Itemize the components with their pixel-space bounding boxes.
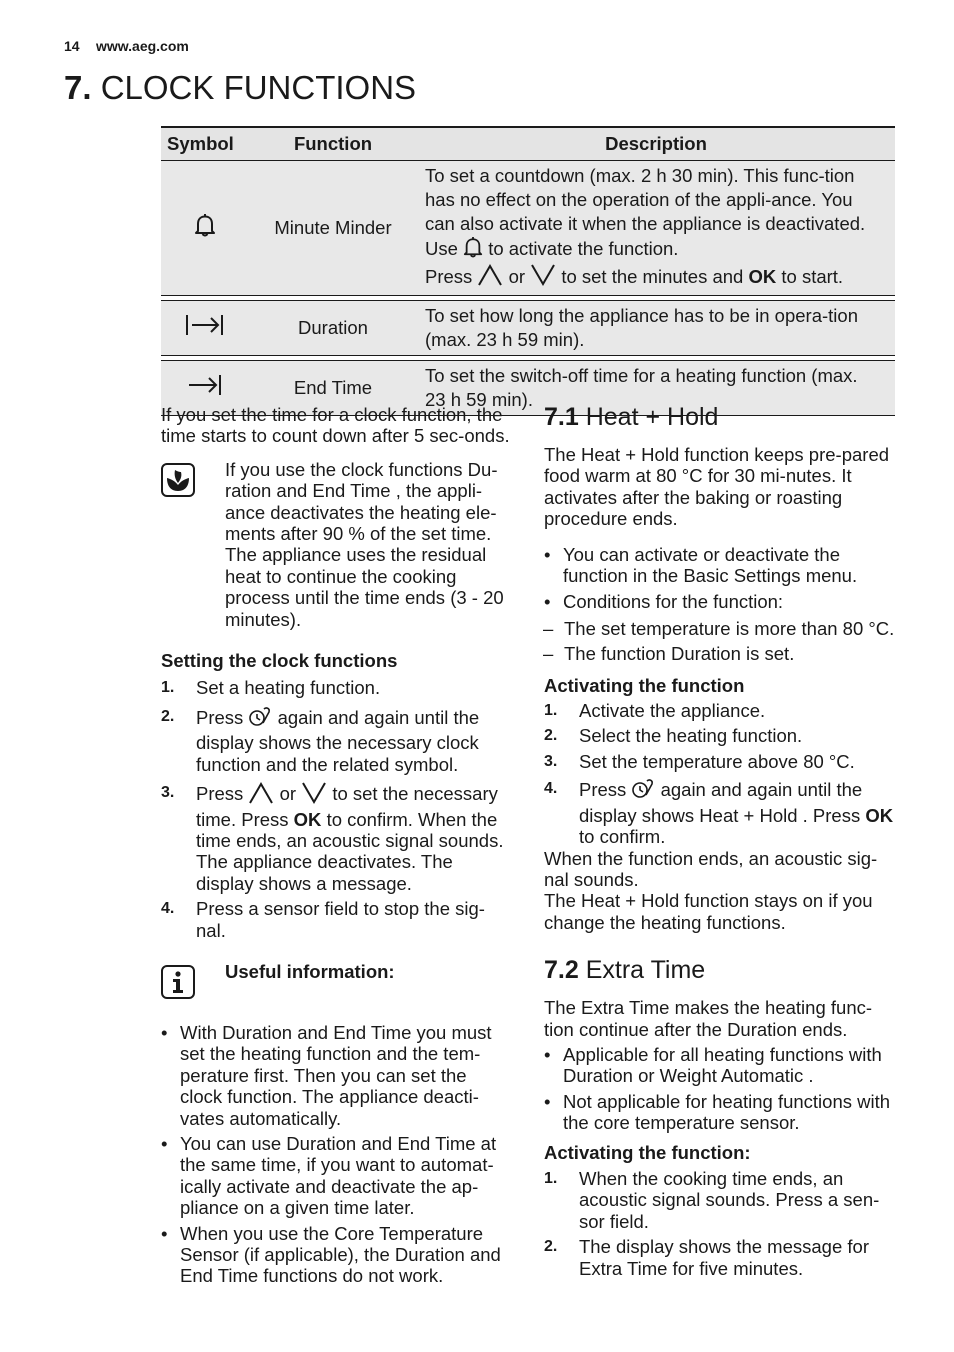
list-item bbox=[161, 898, 513, 941]
extra-time-bullets bbox=[544, 1044, 900, 1134]
step-number: 2. bbox=[161, 707, 175, 725]
clock-function-button-icon bbox=[631, 778, 655, 804]
function-ends-text: When the function ends, an acoustic sig-nal sounds. bbox=[544, 847, 878, 890]
list-item: • You can activate or deactivate the function in the Basic Settings menu. bbox=[544, 544, 900, 587]
description-text: or bbox=[508, 265, 526, 287]
step-number: 1. bbox=[544, 702, 558, 720]
list-item bbox=[544, 725, 900, 746]
step-number: 1. bbox=[161, 679, 175, 697]
heat-hold-intro: The Heat + Hold function keeps pre-pared food warm at 80 °C for 30 mi-nutes. It activates after the baking or roasting procedure ends. bbox=[544, 444, 890, 530]
list-item-text: Conditions for the function: bbox=[563, 591, 784, 613]
list-item bbox=[544, 778, 900, 847]
list-item: • You can use Duration and End Time at the same time, if you want to automat-ically activate and deactivate the ap-pliance on a given time later. bbox=[161, 1133, 513, 1219]
step-number: 4. bbox=[544, 780, 558, 798]
website-url: www.aeg.com bbox=[96, 38, 189, 54]
subsection-number: 7.1 bbox=[544, 403, 579, 431]
activating-steps-list bbox=[544, 700, 900, 847]
list-item bbox=[544, 1168, 900, 1232]
list-item: • Applicable for all heating functions with Duration or Weight Automatic . bbox=[544, 1044, 900, 1087]
list-item: – The set temperature is more than 80 °C. bbox=[525, 618, 900, 639]
list-item bbox=[161, 706, 513, 775]
description-text: To set a countdown (max. 2 h 30 min). This func-tion has no effect on the operation of the appli-ance. You can also activate it when the appliance is deactivated. Use bbox=[425, 165, 866, 259]
list-item bbox=[544, 751, 900, 772]
column-header-function: Function bbox=[249, 127, 417, 161]
section-title: CLOCK FUNCTIONS bbox=[100, 69, 417, 106]
step-text: to confirm. When the time ends, an acoustic signal sounds. The appliance deactivates. The display shows a message. bbox=[196, 808, 504, 894]
end-time-icon bbox=[187, 373, 223, 403]
intro-paragraph: If you set the time for a clock function, the time starts to count down after 5 sec-onds. bbox=[161, 404, 510, 447]
bell-icon bbox=[194, 213, 216, 243]
list-item: – The function Duration is set. bbox=[525, 643, 900, 664]
heat-hold-bullets bbox=[544, 544, 900, 613]
eco-note-text: If you use the clock functions Du-ration and End Time , the appli-ance deactivates the heating ele-ments after 90 % of the set time. The appliance uses the residual heat to continue the cooking process until the time ends (3 - 20 minutes). bbox=[225, 458, 504, 630]
step-number: 4. bbox=[161, 900, 175, 918]
clock-function-button-icon bbox=[248, 706, 272, 732]
step-text: Press bbox=[579, 779, 627, 801]
left-column bbox=[161, 404, 513, 1287]
extra-time-heading bbox=[544, 955, 900, 985]
step-number: 2. bbox=[544, 1238, 558, 1256]
function-minute-minder: Minute Minder bbox=[249, 161, 417, 296]
description-end-time: To set the switch-off time for a heating function (max. 23 h 59 min). bbox=[417, 361, 895, 416]
description-duration: To set how long the appliance has to be in opera-tion (max. 23 h 59 min). bbox=[417, 301, 895, 356]
bell-icon bbox=[463, 236, 483, 264]
step-text: The display shows the message for Extra Time for five minutes. bbox=[579, 1236, 869, 1279]
step-text: Set the temperature above 80 °C. bbox=[579, 750, 855, 772]
extra-time-intro: The Extra Time makes the heating func-tion continue after the Duration ends. bbox=[544, 997, 873, 1040]
ok-label: OK bbox=[293, 808, 322, 830]
list-item: • When you use the Core Temperature Sensor (if applicable), the Duration and End Time functions do not work. bbox=[161, 1223, 513, 1287]
step-text: Press bbox=[196, 706, 244, 728]
list-item bbox=[544, 1236, 900, 1279]
step-text: again and again until the display shows the necessary clock function and the related symbol. bbox=[196, 706, 480, 775]
description-text: Press bbox=[425, 265, 473, 287]
conditions-list bbox=[525, 618, 900, 665]
setting-steps-list bbox=[161, 677, 513, 940]
eco-note bbox=[161, 459, 513, 630]
step-text: When the cooking time ends, an acoustic signal sounds. Press a sen-sor field. bbox=[579, 1167, 880, 1232]
list-item bbox=[161, 677, 513, 698]
ok-label: OK bbox=[865, 804, 894, 826]
table-row-minute-minder bbox=[161, 161, 895, 296]
description-text: to activate the function. bbox=[488, 237, 679, 259]
list-item: • With Duration and End Time you must set the heating function and the tem-perature first. Then you can set the clock function. The appliance deacti-vates automatically. bbox=[161, 1022, 513, 1129]
step-text: to confirm. bbox=[579, 826, 666, 848]
chevron-up-icon bbox=[477, 264, 503, 292]
step-number: 3. bbox=[161, 784, 175, 802]
function-end-time: End Time bbox=[249, 361, 417, 416]
step-text: Set a heating function. bbox=[196, 677, 381, 699]
table-row-duration bbox=[161, 301, 895, 356]
table-header-row bbox=[161, 127, 895, 161]
column-header-symbol: Symbol bbox=[161, 127, 249, 161]
extra-time-steps-list bbox=[544, 1168, 900, 1279]
ok-label: OK bbox=[748, 265, 777, 287]
right-column bbox=[544, 402, 900, 1279]
step-number: 3. bbox=[544, 752, 558, 770]
chevron-down-icon bbox=[301, 782, 327, 808]
step-text: Select the heating function. bbox=[579, 725, 803, 747]
list-item bbox=[544, 700, 900, 721]
page-number: 14 bbox=[64, 38, 80, 54]
setting-clock-heading: Setting the clock functions bbox=[161, 650, 398, 672]
description-text: to set the minutes and bbox=[561, 265, 744, 287]
list-item: • Not applicable for heating functions with the core temperature sensor. bbox=[544, 1091, 900, 1134]
column-header-description: Description bbox=[417, 127, 895, 161]
useful-info-note bbox=[161, 961, 513, 1005]
step-number: 2. bbox=[544, 727, 558, 745]
step-text: Press bbox=[196, 783, 244, 805]
heat-hold-heading bbox=[544, 402, 900, 432]
step-text: or bbox=[279, 783, 297, 805]
useful-info-list bbox=[161, 1022, 513, 1287]
function-duration: Duration bbox=[249, 301, 417, 356]
subsection-title: Extra Time bbox=[585, 956, 706, 985]
activating-heading: Activating the function bbox=[544, 674, 745, 696]
chevron-up-icon bbox=[248, 782, 274, 808]
list-item bbox=[161, 782, 513, 894]
chevron-down-icon bbox=[530, 264, 556, 292]
clock-functions-table bbox=[161, 126, 895, 416]
duration-icon bbox=[185, 313, 225, 343]
step-text: Activate the appliance. bbox=[579, 700, 766, 722]
step-text: again and again until the display shows Heat + Hold . Press bbox=[579, 779, 863, 826]
page-title bbox=[64, 66, 416, 110]
subsection-title: Heat + Hold bbox=[585, 403, 719, 431]
section-number: 7. bbox=[64, 69, 92, 106]
list-item bbox=[544, 591, 900, 612]
step-number: 1. bbox=[544, 1169, 558, 1187]
heat-hold-stays-text: The Heat + Hold function stays on if you change the heating functions. bbox=[544, 890, 873, 933]
subsection-number: 7.2 bbox=[544, 956, 579, 985]
info-icon bbox=[161, 965, 195, 999]
useful-info-heading: Useful information: bbox=[225, 960, 395, 982]
activating-function-heading: Activating the function: bbox=[544, 1141, 751, 1163]
step-text: to set the necessary time. Press bbox=[196, 783, 498, 830]
description-minute-minder bbox=[417, 161, 895, 296]
eco-leaf-icon bbox=[161, 463, 195, 497]
step-text: Press a sensor field to stop the sig-nal. bbox=[196, 898, 485, 941]
description-text: to start. bbox=[781, 265, 844, 287]
